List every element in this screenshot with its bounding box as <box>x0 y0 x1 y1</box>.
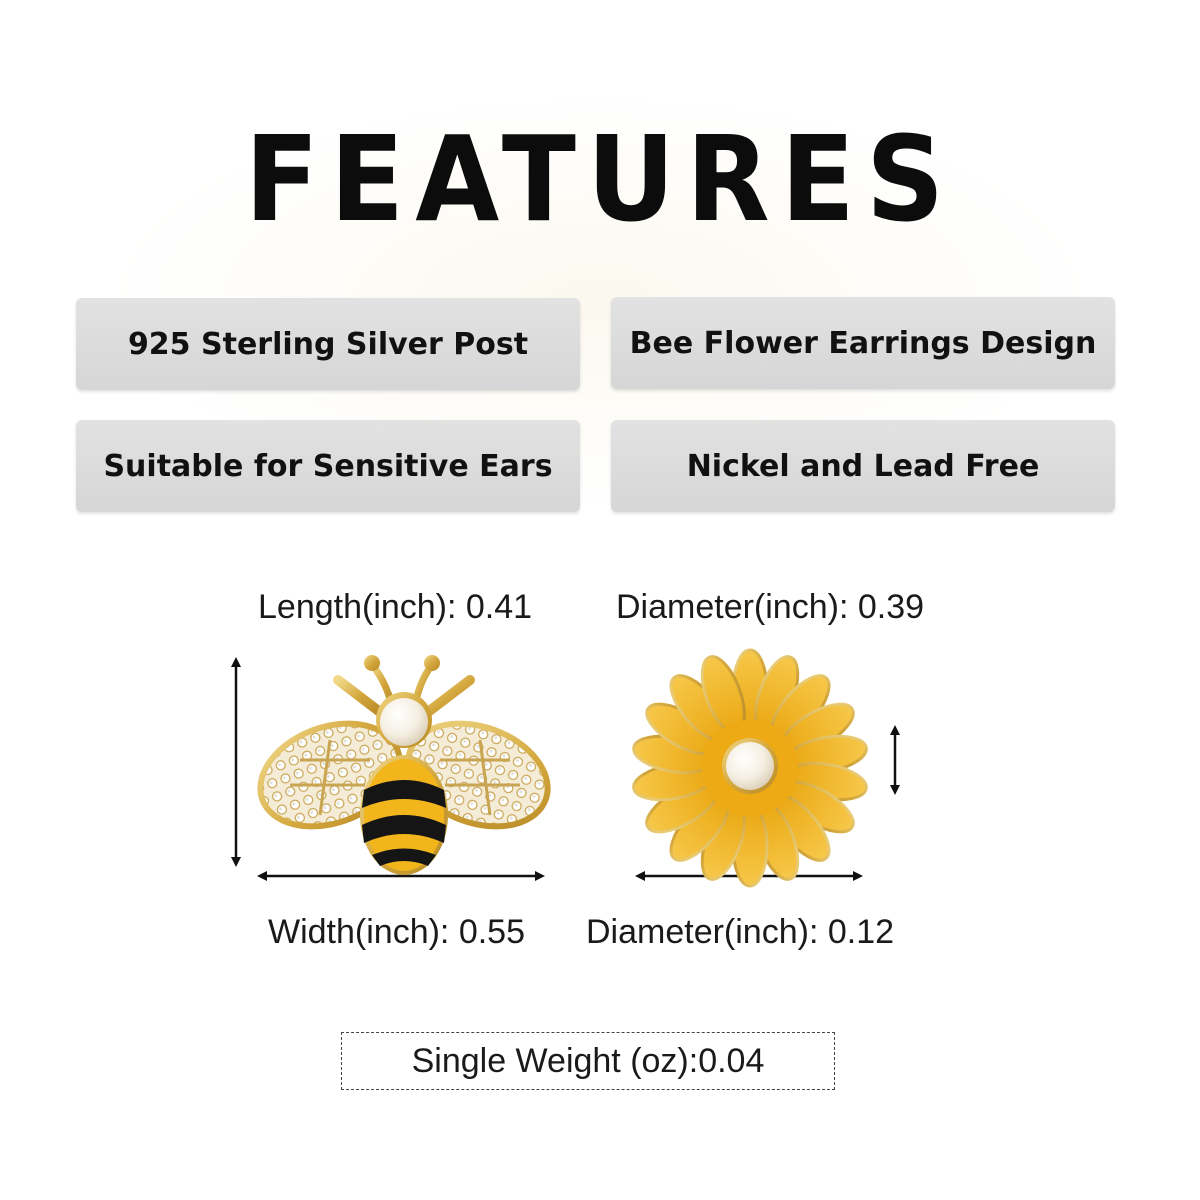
page-title: FEATURES <box>244 110 956 248</box>
flower-diameter-top-label: Diameter(inch): 0.39 <box>616 588 925 626</box>
flower-diameter-bottom-label: Diameter(inch): 0.12 <box>586 913 895 951</box>
feature-nickel-lead-free: Nickel and Lead Free <box>611 420 1115 512</box>
bee-earring <box>246 655 562 873</box>
bee-width-label: Width(inch): 0.55 <box>268 913 525 951</box>
feature-sensitive-ears: Suitable for Sensitive Ears <box>76 420 580 512</box>
daisy-earring <box>631 650 869 886</box>
feature-sterling-silver: 925 Sterling Silver Post <box>76 298 580 390</box>
single-weight-box: Single Weight (oz):0.04 <box>341 1032 835 1090</box>
feature-bee-flower-design: Bee Flower Earrings Design <box>611 297 1115 389</box>
bee-length-label: Length(inch): 0.41 <box>258 588 533 626</box>
